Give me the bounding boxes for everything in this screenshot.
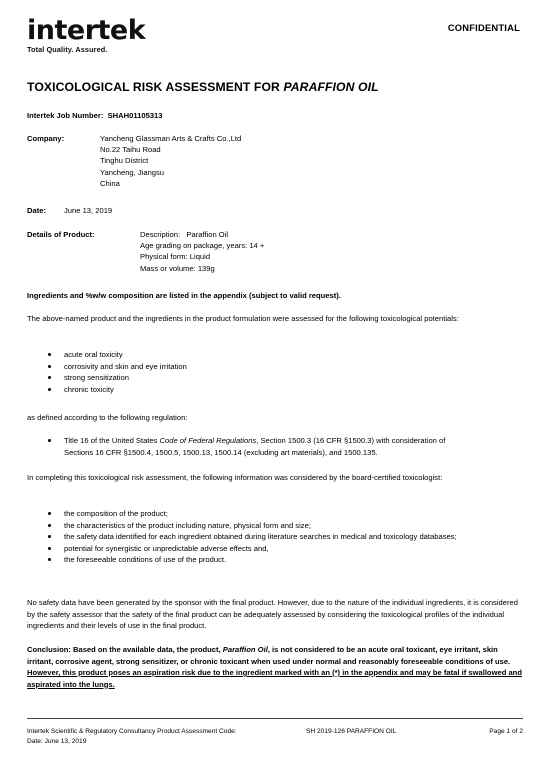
assessment-intro: The above-named product and the ingredients in the product formulation were assessed for the following toxicological potentials: [27,314,459,323]
list-item: the composition of the product; [48,508,518,520]
product-detail-line: Mass or volume: 139g [140,263,215,273]
product-detail-line: Description: Paraffion Oil [140,230,229,239]
list-item: strong sensitization [48,372,187,384]
title-prefix: TOXICOLOGICAL RISK ASSESSMENT FOR [27,80,284,94]
bullet-icon [48,535,51,538]
confidential-label: CONFIDENTIAL [447,22,520,33]
bullet-icon [48,376,51,379]
company-address [100,133,241,189]
job-number-label: Intertek Job Number: [27,111,104,120]
product-details [140,229,264,274]
information-list [48,508,518,566]
regulation-list [48,435,526,458]
list-item: potential for synergistic or unpredictable adverse effects and, [48,543,518,555]
footer-assessment-code: SH 2019-126 PARAFFION OIL [306,728,397,735]
list-item: the foreseeable conditions of use of the product. [48,554,518,566]
company-label: Company: [27,134,65,143]
footer-date: Date: June 13, 2019 [27,738,87,745]
date-value: June 13, 2019 [64,206,113,215]
address-line: China [100,178,120,188]
list-item: Title 16 of the United States Code of Federal Regulations, Section 1500.3 (16 CFR §1500.3) with consideration of Sections 16 CFR §1500.4, 1500.5, 1500.13, 1500.14 (excluding art materials), and 1500.135. [48,435,526,458]
aspiration-warning: However, this product poses an aspiration risk due to the ingredient marked with an (*) in the appendix and may be fatal if swallowed and aspirated into the lungs. [27,668,522,689]
product-details-label: Details of Product: [27,230,95,239]
safety-data-paragraph: No safety data have been generated by the sponsor with the final product. However, due to the nature of the individual ingredients, it is considered by the safety assessor that the safety of the final product can be adequately assessed by considering the toxicological profiles of the individual ingredients and their levels of use in the final product. [27,598,518,630]
list-item: the safety data identified for each ingredient obtained during literature searches in medical and toxicology databases; [48,531,518,543]
logo-wordmark: intertek [27,15,146,46]
document-title [27,80,379,94]
address-line: Yancheng, Jiangsu [100,167,165,177]
footer-page-number: Page 1 of 2 [489,728,523,735]
footer-assessment-label: Intertek Scientific & Regulatory Consultancy Product Assessment Code: [27,728,237,735]
logo-tagline: Total Quality. Assured. [27,45,108,54]
footer-divider [27,718,523,719]
toxicity-list [48,349,187,395]
bullet-icon [48,547,51,550]
conclusion-paragraph: Conclusion: Based on the available data, the product, Paraffion Oil, is not considered to be an acute oral toxicant, eye irritant, skin irritant, corrosive agent, strong sensitizer, or chronic toxicant when used under normal and reasonably foreseeable conditions of use. However, this product poses an aspiration risk due to the ingredient marked with an (*) in the appendix and may be fatal if swallowed and aspirated into the lungs. [27,645,522,689]
bullet-icon [48,558,51,561]
bullet-icon [48,439,51,442]
title-product: PARAFFION OIL [283,80,379,94]
info-intro: In completing this toxicological risk assessment, the following information was considered by the board-certified toxicologist: [27,473,443,482]
list-item: chronic toxicity [48,384,187,396]
bullet-icon [48,524,51,527]
address-line: Tinghu District [100,156,149,166]
bullet-icon [48,512,51,515]
job-number-line [27,110,163,121]
list-item: acute oral toxicity [48,349,187,361]
conclusion-label: Conclusion: [27,645,71,654]
address-line: Yancheng Glassman Arts & Crafts Co.,Ltd [100,134,242,143]
ingredients-note: Ingredients and %w/w composition are listed in the appendix (subject to valid request). [27,291,341,300]
intertek-logo [27,16,145,54]
bullet-icon [48,388,51,391]
date-label: Date: [27,206,46,215]
list-item: corrosivity and skin and eye irritation [48,361,187,373]
bullet-icon [48,365,51,368]
product-detail-line: Physical form: Liquid [140,252,211,262]
product-detail-line: Age grading on package, years: 14 + [140,241,265,251]
list-item: the characteristics of the product including nature, physical form and size; [48,520,518,532]
address-line: No.22 Taihu Road [100,145,161,155]
job-number-value: SHAH01105313 [107,111,163,120]
regulation-intro: as defined according to the following regulation: [27,413,188,422]
bullet-icon [48,353,51,356]
